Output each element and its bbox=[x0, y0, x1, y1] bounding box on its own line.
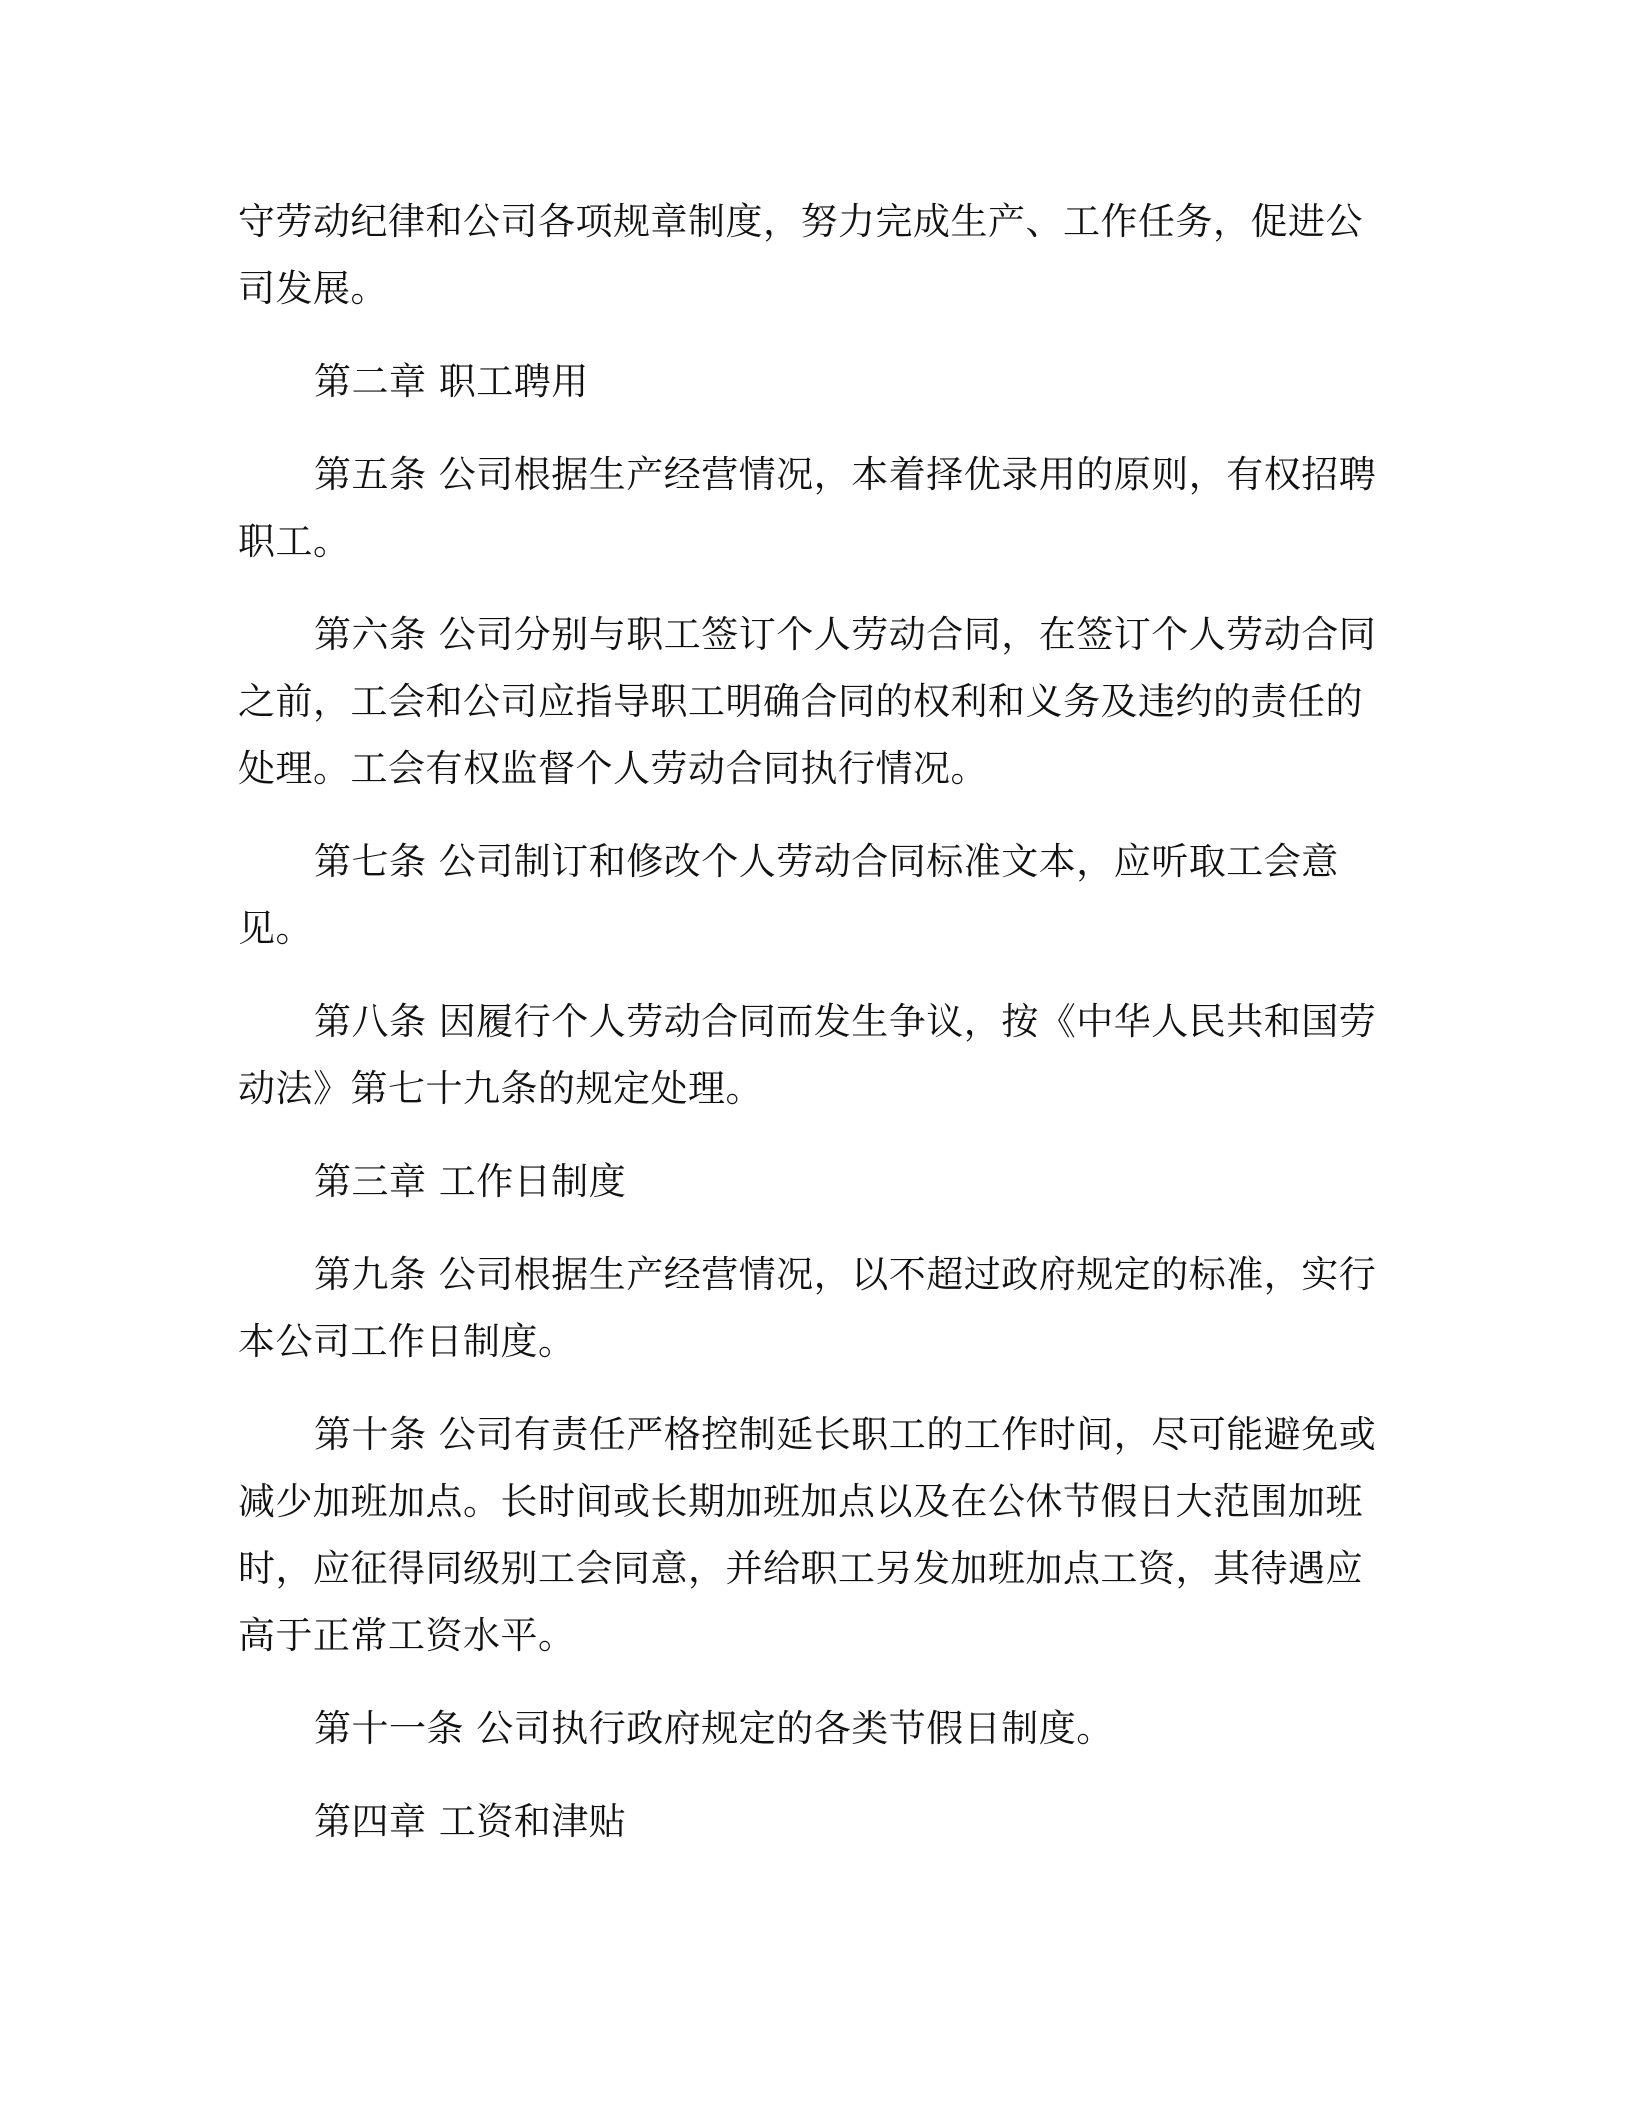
article-11: 第十一条 公司执行政府规定的各类节假日制度。 bbox=[314, 1707, 1114, 1750]
document-body bbox=[238, 188, 1378, 1881]
article-5: 第五条 公司根据生产经营情况，本着择优录用的原则，有权招聘职工。 bbox=[238, 453, 1377, 563]
chapter-heading-2: 第二章 职工聘用 bbox=[314, 360, 589, 403]
article-7: 第七条 公司制订和修改个人劳动合同标准文本，应听取工会意见。 bbox=[238, 840, 1339, 950]
article-6: 第六条 公司分别与职工签订个人劳动合同，在签订个人劳动合同之前，工会和公司应指导职工明确合同的权利和义务及违约的责任的处理。工会有权监督个人劳动合同执行情况。 bbox=[238, 613, 1377, 790]
article-10: 第十条 公司有责任严格控制延长职工的工作时间，尽可能避免或减少加班加点。长时间或长期加班加点以及在公休节假日大范围加班时，应征得同级别工会同意，并给职工另发加班加点工资，其待遇应高于正常工资水平。 bbox=[238, 1413, 1377, 1657]
article-9: 第九条 公司根据生产经营情况，以不超过政府规定的标准，实行本公司工作日制度。 bbox=[238, 1253, 1377, 1363]
article-8: 第八条 因履行个人劳动合同而发生争议，按《中华人民共和国劳动法》第七十九条的规定处理。 bbox=[238, 1000, 1377, 1110]
chapter-heading-3: 第三章 工作日制度 bbox=[314, 1160, 627, 1203]
chapter-heading-4: 第四章 工资和津贴 bbox=[314, 1800, 627, 1843]
paragraph-continuation: 守劳动纪律和公司各项规章制度，努力完成生产、工作任务，促进公司发展。 bbox=[238, 200, 1363, 310]
